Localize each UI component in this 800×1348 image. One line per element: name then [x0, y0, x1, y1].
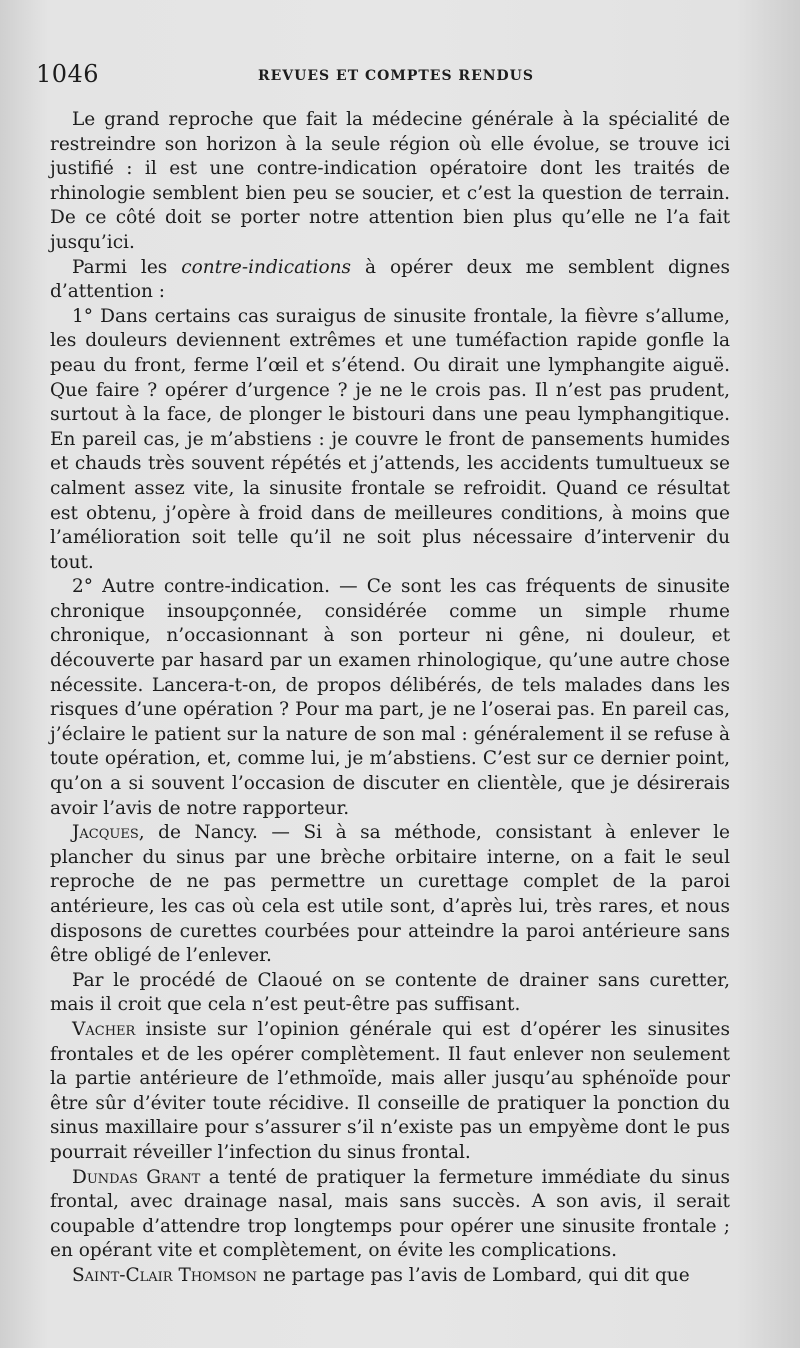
paragraph-4 [50, 575, 730, 821]
paragraph-text: ne partage pas l’avis de Lombard, qui dit que [257, 1264, 690, 1286]
paragraph-9 [50, 1264, 730, 1289]
body-text [50, 108, 730, 1289]
author-name: Jacques [72, 822, 139, 844]
paragraph-text: Par le procédé de Claoué on se contente de drainer sans curetter, mais il croit que cela n’est peut-être pas suffisant. [50, 969, 730, 1016]
page-header [36, 60, 736, 100]
running-title: REVUES ET COMPTES RENDUS [258, 68, 534, 84]
paragraph-text: , de Nancy. — Si à sa méthode, consistant à enlever le plancher du sinus par une brèche orbitaire interne, on a fait le seul reproche de ne pas permettre un curettage complet de la paroi antérieure, les cas où cela est utile sont, d’après lui, très rares, et nous disposons de curettes courbées pour atteindre la paroi antérieure sans être obligé de l’enlever. [50, 822, 730, 967]
paragraph-8 [50, 1166, 730, 1264]
paragraph-text: 1° Dans certains cas suraigus de sinusite frontale, la fièvre s’allume, les douleurs deviennent extrêmes et une tuméfaction rapide gonfle la peau du front, ferme l’œil et s’étend. Ou dirait une lymphangite aiguë. Que faire ? opérer d’urgence ? je ne le crois pas. Il n’est pas prudent, surtout à la face, de plonger le bistouri dans une peau lymphangitique. En pareil cas, je m’abstiens : je couvre le front de pansements humides et chauds très souvent répétés et j’attends, les accidents tumultueux se calment assez vite, la sinusite frontale se refroidit. Quand ce résultat est obtenu, j’opère à froid dans de meilleures conditions, à moins que l’amélioration soit telle qu’il ne soit plus nécessaire d’intervenir du tout. [50, 305, 730, 573]
author-name: Vacher [72, 1018, 136, 1040]
paragraph-6 [50, 969, 730, 1018]
paragraph-1 [50, 108, 730, 256]
paragraph-text: insiste sur l’opinion générale qui est d’opérer les sinusites frontales et de les opérer complètement. Il faut enlever non seulement la partie antérieure de l’ethmoïde, mais aller jusqu’au sphénoïde pour être sûr d’éviter toute récidive. Il conseille de pratiquer la ponction du sinus maxillaire pour s’assurer s’il n’existe pas un empyème dont le pus pourrait réveiller l’infection du sinus frontal. [50, 1018, 730, 1163]
paragraph-text: Le grand reproche que fait la médecine générale à la spécialité de restreindre son horizon à la seule région où elle évolue, se trouve ici justifié : il est une contre-indication opératoire dont les traités de rhinologie semblent bien peu se soucier, et c’est la question de terrain. De ce côté doit se porter notre attention bien plus qu’elle ne l’a fait jusqu’ici. [50, 109, 730, 253]
emphasis-contre-indications: contre-indications [181, 256, 352, 278]
author-name: Dundas Grant [72, 1166, 201, 1188]
paragraph-lead: Parmi les [72, 256, 182, 278]
paragraph-text: a tenté de pratiquer la fermeture immédiate du sinus frontal, avec drainage nasal, mais sans succès. A son avis, il serait coupable d’attendre trop longtemps pour opérer une sinusite frontale ; en opérant vite et complètement, on évite les complications. [50, 1166, 731, 1262]
paragraph-7 [50, 1018, 730, 1166]
paragraph-text: 2° Autre contre-indication. — Ce sont les cas fréquents de sinusite chronique insoupçonnée, considérée comme un simple rhume chronique, n’occasionnant à son porteur ni gêne, ni douleur, et découverte par hasard par un examen rhinologique, qu’une autre chose nécessite. Lancera-t-on, de propos délibérés, de tels malades dans les risques d’une opération ? Pour ma part, je ne l’oserai pas. En pareil cas, j’éclaire le patient sur la nature de son mal : généralement il se refuse à toute opération, et, comme lui, je m’abstiens. C’est sur ce dernier point, qu’on a si souvent l’occasion de discuter en clientèle, que je désirerais avoir l’avis de notre rapporteur. [50, 576, 730, 819]
page-number: 1046 [36, 60, 100, 88]
paragraph-3 [50, 305, 730, 576]
paragraph-5 [50, 821, 730, 969]
author-name: Saint-Clair Thomson [72, 1264, 258, 1286]
paragraph-text: à opérer deux me semblent dignes d’attention : [50, 256, 730, 303]
paragraph-2 [50, 256, 730, 305]
